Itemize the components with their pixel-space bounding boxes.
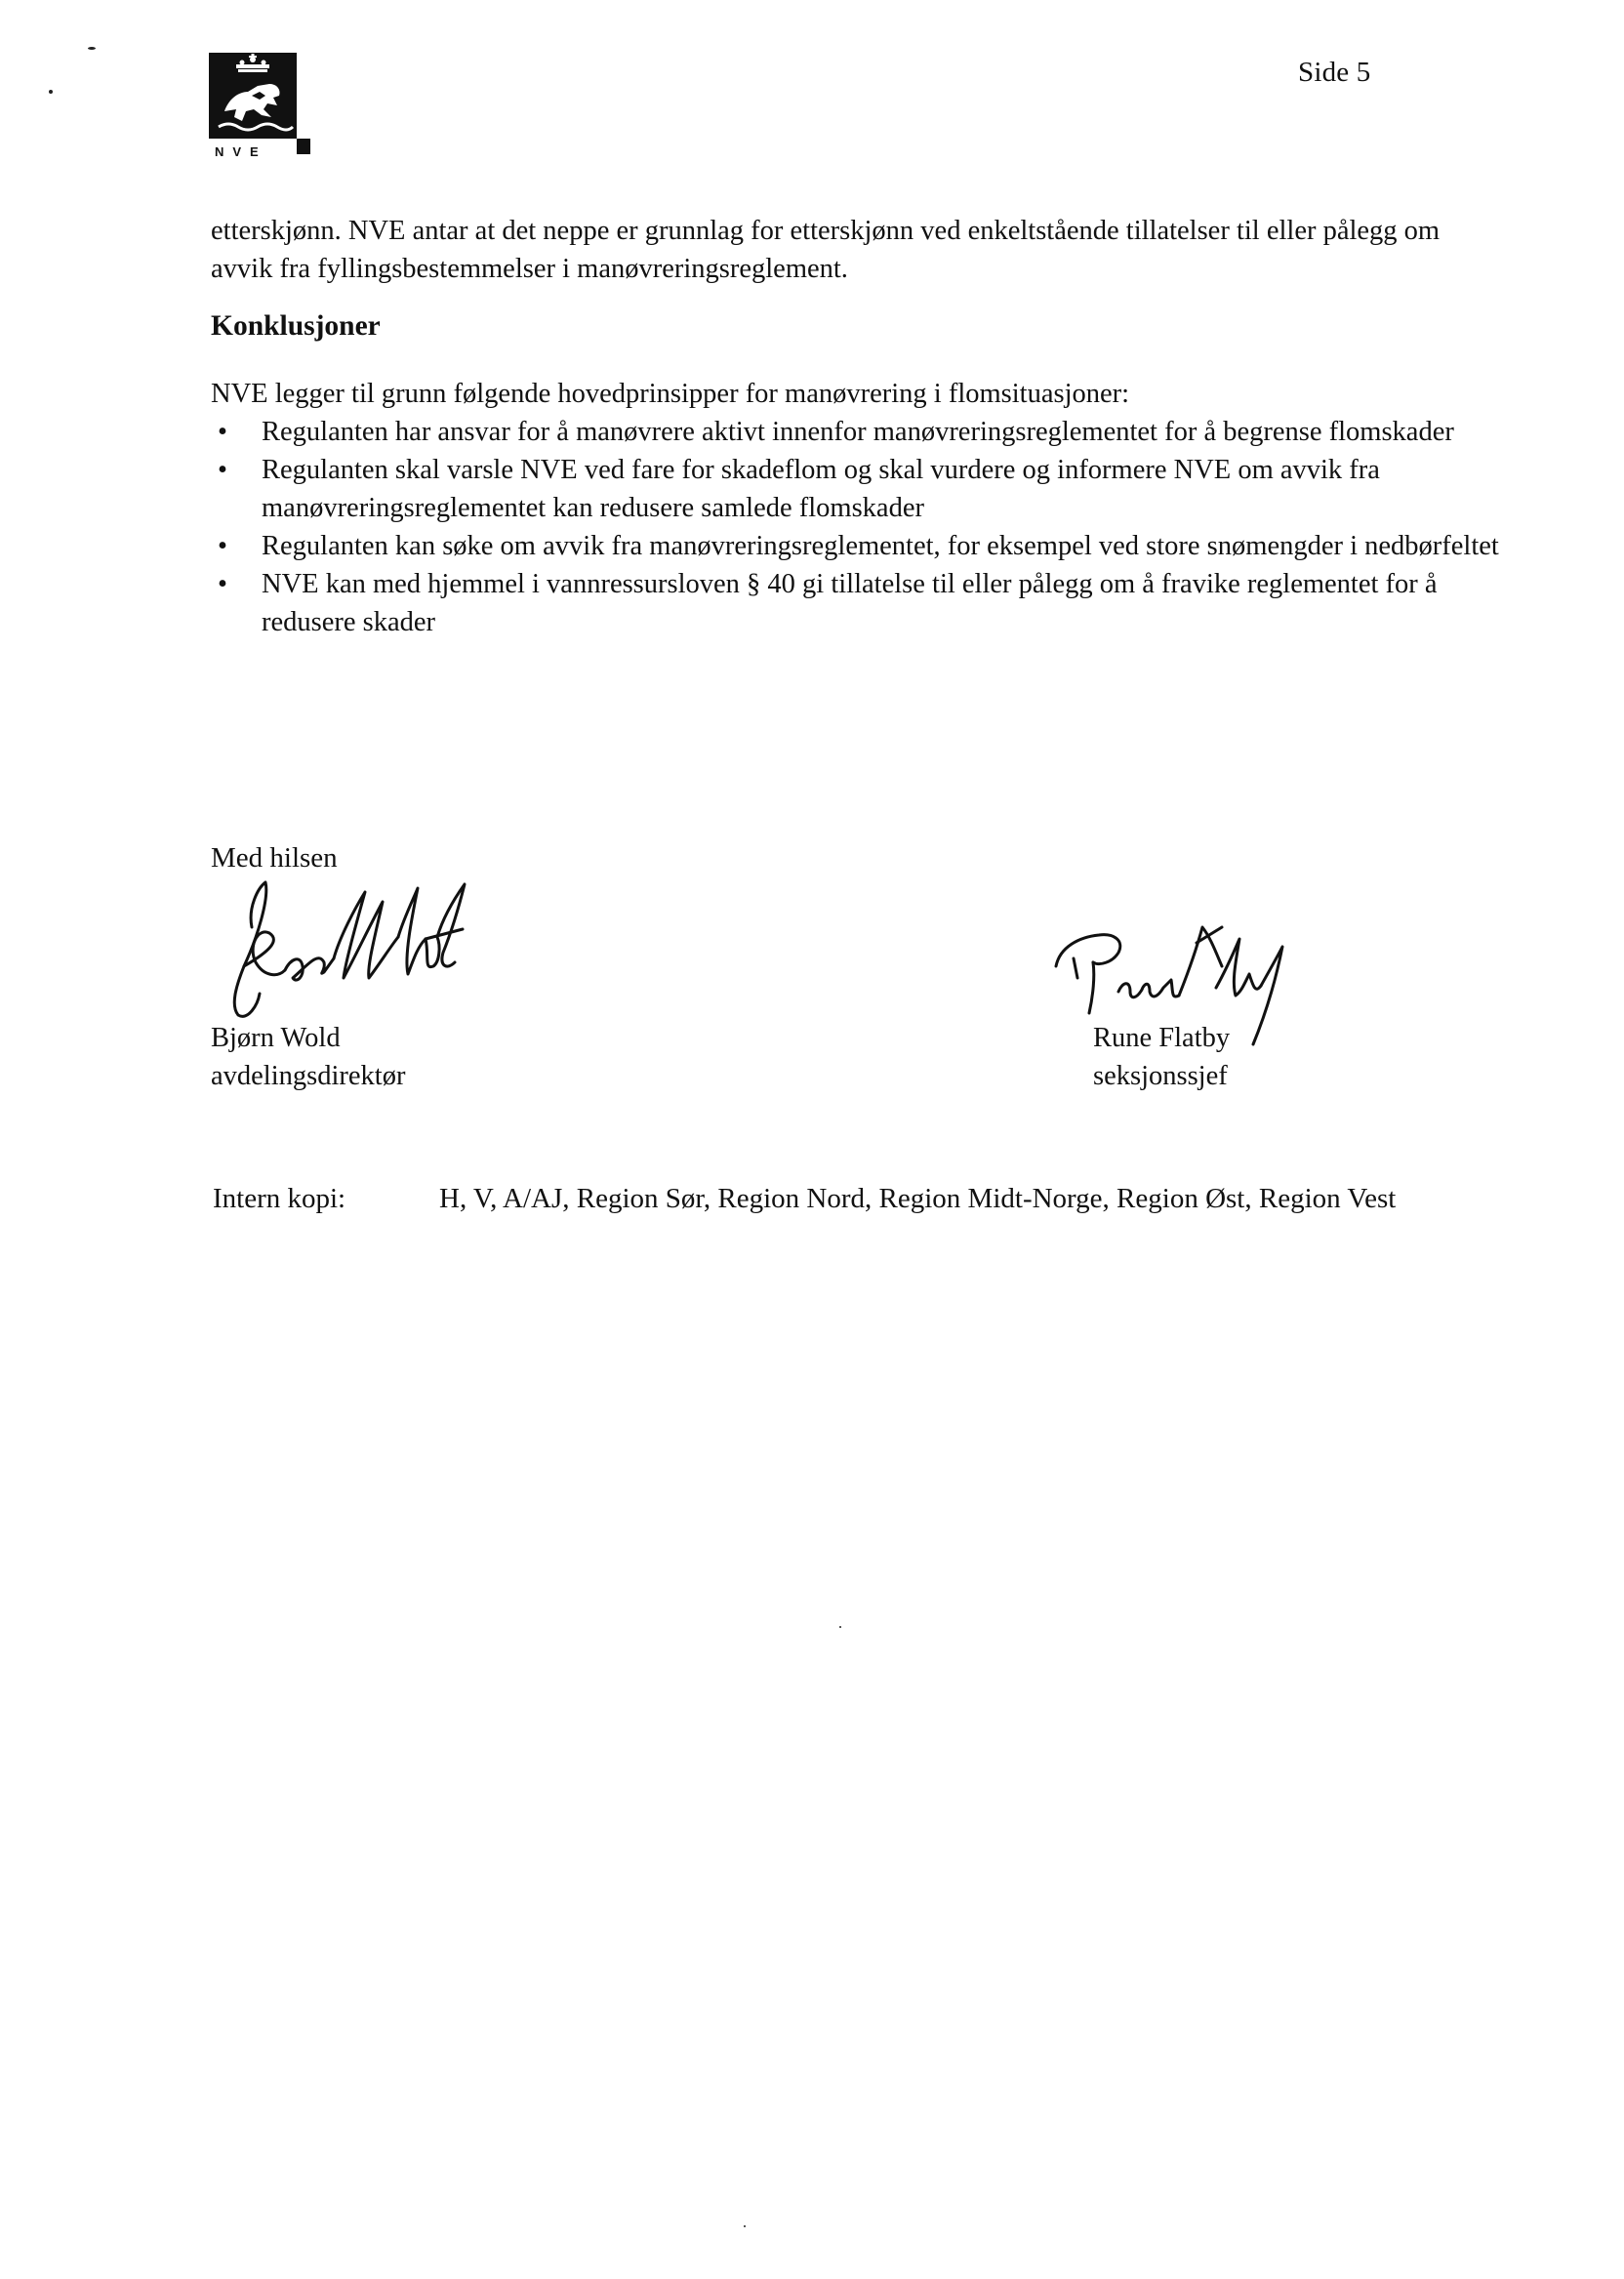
copy-label: Intern kopi: — [213, 1183, 346, 1214]
list-item-text: Regulanten skal varsle NVE ved fare for skadeflom og skal vurdere og informere NVE om avvik fra manøvreringsreglementet kan redusere samlede flomskader — [262, 455, 1380, 523]
signer-left — [211, 1019, 405, 1095]
bullet-icon: • — [218, 569, 227, 599]
signer-left-title: avdelingsdirektør — [211, 1061, 406, 1091]
scan-speck — [49, 90, 53, 94]
logo-letters: NVE — [215, 144, 267, 158]
page-number: Side 5 — [1298, 57, 1371, 88]
scan-speck — [88, 47, 96, 50]
scan-speck — [744, 2225, 746, 2227]
bullet-icon: • — [218, 531, 227, 561]
list-item-text: Regulanten kan søke om avvik fra manøvreringsreglementet, for eksempel ved store snømengder i nedbørfeltet — [262, 531, 1499, 561]
signer-left-name: Bjørn Wold — [211, 1023, 341, 1053]
copy-recipients: H, V, A/AJ, Region Sør, Region Nord, Region Midt-Norge, Region Øst, Region Vest — [439, 1183, 1397, 1214]
closing-greeting: Med hilsen — [211, 842, 338, 874]
lead-sentence: NVE legger til grunn følgende hovedprinsipper for manøvrering i flomsituasjoner: — [211, 379, 1130, 409]
nve-logo — [209, 53, 322, 158]
bullet-icon: • — [218, 417, 227, 447]
nve-logo-mark — [209, 53, 322, 158]
list-item — [211, 565, 1499, 641]
list-item-text: Regulanten har ansvar for å manøvrere aktivt innenfor manøvreringsreglementet for å begrense flomskader — [262, 417, 1454, 447]
signer-right-title: seksjonssjef — [1093, 1061, 1228, 1091]
list-item — [211, 451, 1499, 527]
signer-right-name: Rune Flatby — [1093, 1023, 1231, 1053]
list-item — [211, 527, 1499, 565]
bullet-icon: • — [218, 455, 227, 485]
scan-speck — [839, 1626, 841, 1628]
principles-list — [211, 413, 1499, 641]
signature-left — [209, 869, 492, 1044]
intro-paragraph: etterskjønn. NVE antar at det neppe er grunnlag for etterskjønn ved enkeltstående tillatelser til eller pålegg om avvik fra fyllingsbestemmelser i manøvreringsreglement. — [211, 216, 1441, 284]
list-item — [211, 413, 1499, 451]
signer-right — [1093, 1019, 1230, 1095]
section-heading: Konklusjoner — [211, 310, 381, 342]
list-item-text: NVE kan med hjemmel i vannressursloven § 40 gi tillatelse til eller pålegg om å fravike reglementet for å redusere skader — [262, 569, 1438, 637]
